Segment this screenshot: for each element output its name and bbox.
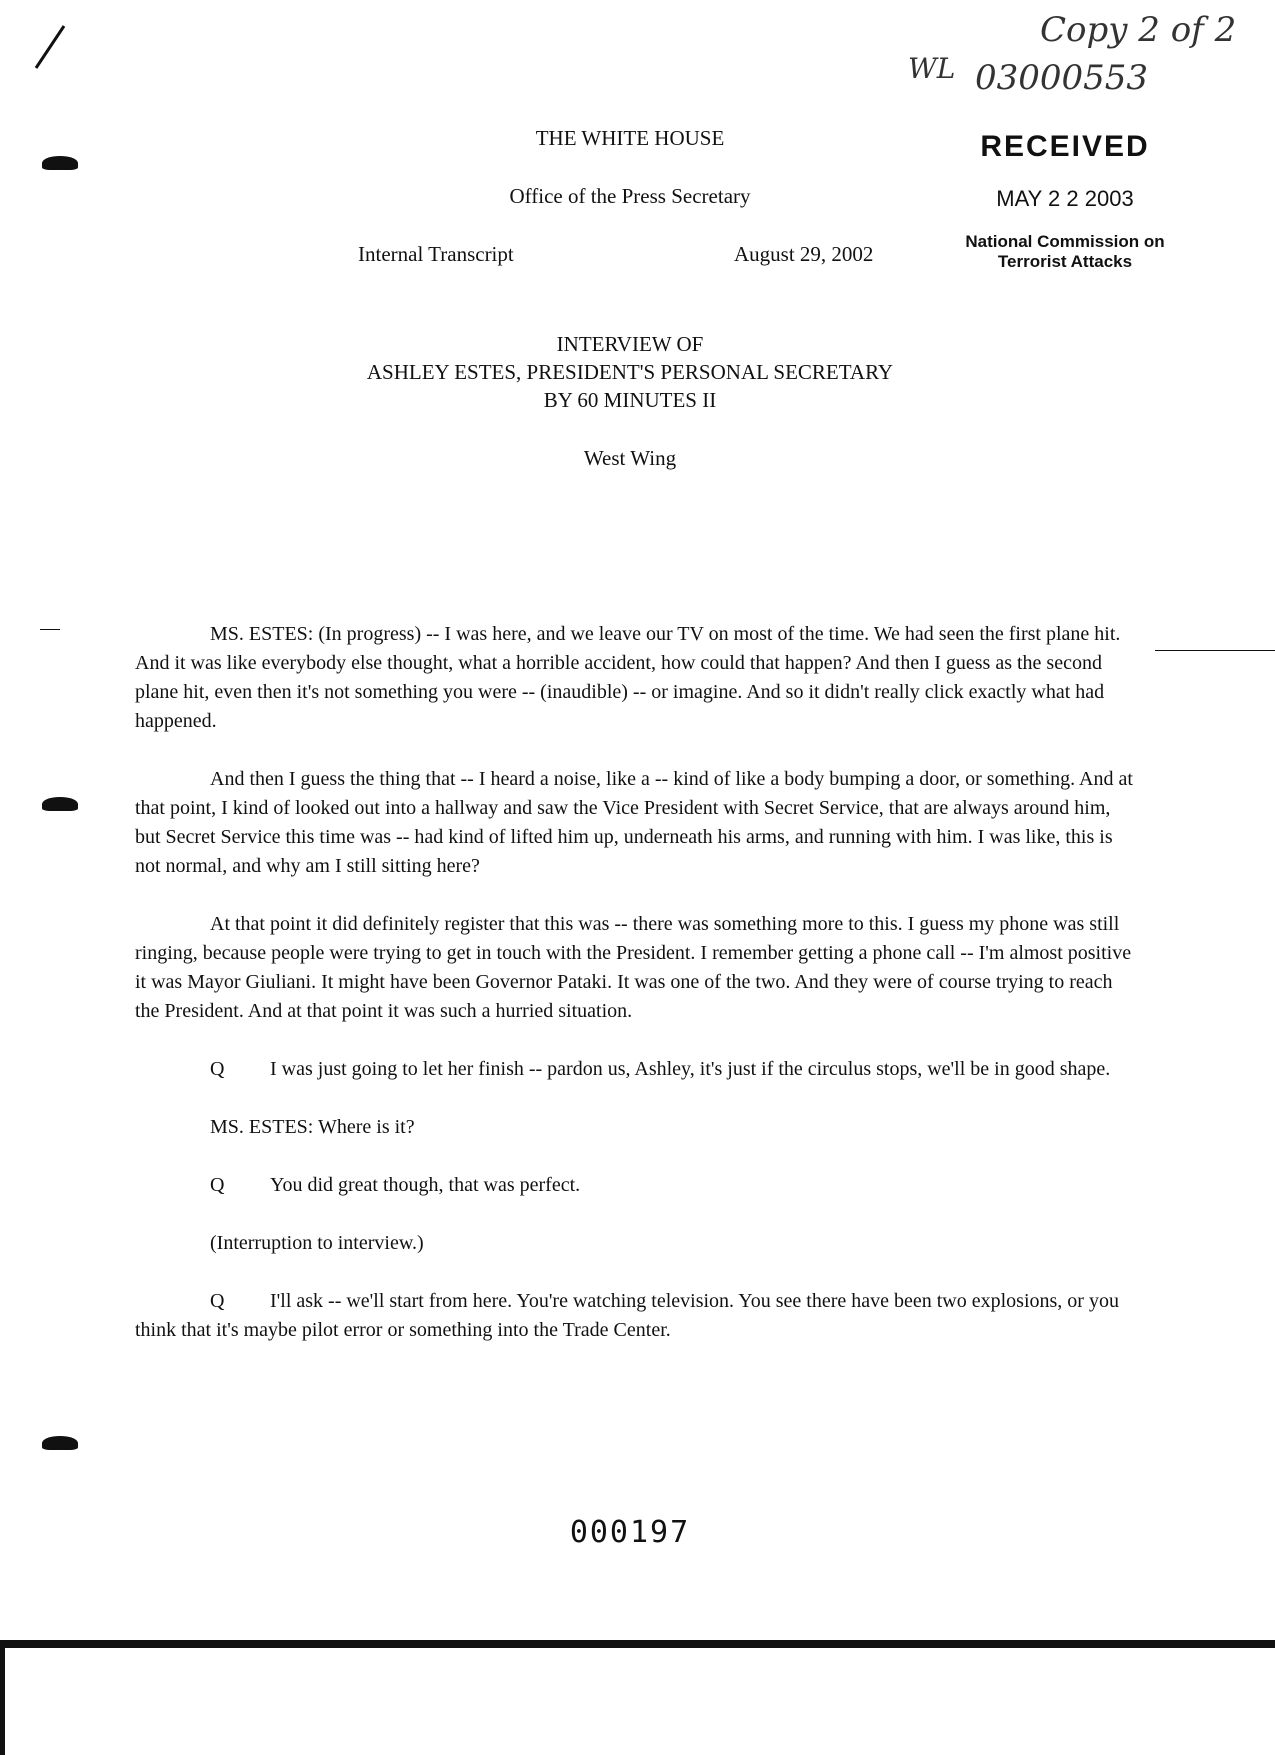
interview-location: West Wing bbox=[583, 446, 677, 470]
question-speaker: Q bbox=[210, 1174, 225, 1196]
transcript-question-2 bbox=[135, 1171, 1135, 1200]
received-stamp-date: MAY 2 2 2003 bbox=[996, 186, 1134, 211]
hole-punch-mark-1 bbox=[42, 156, 78, 170]
interview-title-line2: ASHLEY ESTES, PRESIDENT'S PERSONAL SECRETARY bbox=[366, 360, 894, 384]
header-org: THE WHITE HOUSE bbox=[535, 126, 725, 150]
received-stamp bbox=[945, 130, 1185, 272]
scan-slash-mark bbox=[30, 22, 70, 72]
question-text: You did great though, that was perfect. bbox=[270, 1174, 581, 1196]
interview-title-line3: BY 60 MINUTES II bbox=[543, 388, 717, 412]
transcript-estes-reply: MS. ESTES: Where is it? bbox=[210, 1116, 415, 1138]
question-text: I'll ask -- we'll start from here. You're watching television. You see there have been two explosions, or you think that it's maybe pilot error or something into the Trade Center. bbox=[135, 1290, 1119, 1341]
handwritten-copy-note: Copy 2 of 2 bbox=[1040, 10, 1237, 50]
transcript-paragraph-1: MS. ESTES: (In progress) -- I was here, and we leave our TV on most of the time. We had seen the first plane hit. And it was like everybody else thought, what a horrible accident, how could that happen? And then I guess as the second plane hit, even then it's not something you were -- (inaudible) -- or imagine. And so it didn't really click exactly what had happened. bbox=[135, 623, 1121, 732]
received-stamp-commission-line1: National Commission on bbox=[965, 232, 1165, 251]
header-date: August 29, 2002 bbox=[734, 242, 874, 266]
question-speaker: Q bbox=[210, 1290, 225, 1312]
scan-dash-right bbox=[1155, 650, 1275, 651]
handwritten-control-prefix: WL bbox=[908, 52, 956, 85]
transcript-paragraph-2: And then I guess the thing that -- I heard a noise, like a -- kind of like a body bumping a door, or something. And at that point, I kind of looked out into a hallway and saw the Vice President with Secret Service, that are always around him, but Secret Service this time was -- had kind of lifted him up, underneath his arms, and running with him. I was like, this is not normal, and why am I still sitting here? bbox=[135, 768, 1133, 877]
transcript-question-1 bbox=[135, 1055, 1135, 1084]
header-doc-type: Internal Transcript bbox=[358, 242, 514, 266]
interview-title-line1: INTERVIEW OF bbox=[556, 332, 704, 356]
interview-title bbox=[230, 330, 1030, 414]
scan-bottom-border bbox=[0, 1640, 1275, 1648]
transcript-paragraph-3: At that point it did definitely register that this was -- there was something more to this. I guess my phone was still ringing, because people were trying to get in touch with the President. I remember getting a phone call -- I'm almost positive it was Mayor Giuliani. It might have been Governor Pataki. It was one of the two. And they were of course trying to reach the President. And at that point it was such a hurried situation. bbox=[135, 913, 1132, 1022]
scan-left-border bbox=[0, 1640, 5, 1755]
scan-dash-left bbox=[40, 629, 60, 630]
transcript-question-3 bbox=[135, 1287, 1135, 1345]
question-speaker: Q bbox=[210, 1058, 225, 1080]
header-office: Office of the Press Secretary bbox=[509, 184, 751, 208]
handwritten-control-number: 03000553 bbox=[975, 58, 1149, 98]
question-text: I was just going to let her finish -- pardon us, Ashley, it's just if the circulus stops, we'll be in good shape. bbox=[270, 1058, 1111, 1080]
page-number: 000197 bbox=[569, 1515, 691, 1550]
transcript-interruption: (Interruption to interview.) bbox=[210, 1232, 424, 1254]
received-stamp-title: RECEIVED bbox=[980, 130, 1150, 163]
hole-punch-mark-3 bbox=[42, 1436, 78, 1450]
transcript-body bbox=[135, 620, 1135, 1374]
received-stamp-commission-line2: Terrorist Attacks bbox=[997, 252, 1133, 271]
hole-punch-mark-2 bbox=[42, 797, 78, 811]
